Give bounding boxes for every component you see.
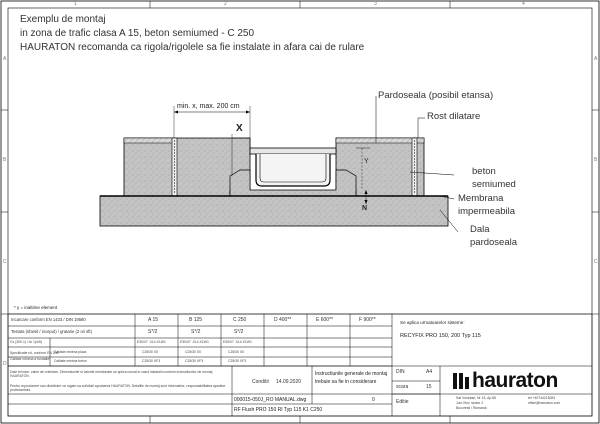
din-value: A4 <box>426 369 433 375</box>
row3-c: C25/30 X0 <box>228 350 245 354</box>
label-dala: Dala <box>470 224 490 235</box>
company-name: hauraton <box>472 369 558 392</box>
row-label-2: Cs (300-1) / Ar 1(m5) <box>10 340 42 344</box>
label-n: N <box>362 205 368 212</box>
label-semiumed: semiumed <box>472 179 516 190</box>
scale-label: scara <box>396 384 409 390</box>
label-rost-dilatare: Rost dilatare <box>427 111 481 122</box>
class-b125: B 125 <box>189 317 203 323</box>
frame-row-b-right: B <box>594 157 598 163</box>
subject: RF Flush PRO 150 RI Typ 115 K1 C250 <box>234 407 323 413</box>
frame-row-c: C <box>3 259 7 265</box>
frame-col-1: 1 <box>74 1 77 7</box>
class-f900: F 900** <box>359 317 376 323</box>
label-pardoseala: Pardoseala (posibil etansa) <box>378 90 494 101</box>
din-label: DIN <box>396 369 405 375</box>
paving-left <box>124 138 174 143</box>
row3-b: C25/30 X0 <box>185 350 202 354</box>
label-pardoseala-2: pardoseala <box>470 237 518 248</box>
drain-channel <box>256 154 330 186</box>
address-2: Jud. Ilfov, sector 2 <box>456 401 484 405</box>
row-label-3: Calitate minima placa <box>54 350 87 354</box>
date: 14.09.2020 <box>276 379 302 385</box>
class-d400: D 400** <box>274 317 292 323</box>
hauraton-logo <box>452 369 588 393</box>
frame-col-3: 3 <box>374 1 377 7</box>
phone: tel +40744215081 <box>528 396 556 400</box>
sheet-number: 0 <box>372 397 375 403</box>
row1-a: S*/2 <box>148 329 158 335</box>
note-mid: Pentru reproducere sau distribuire va rugam sa solicitati aprobarea HAURATON. Detaliile de montaj sunt informative, responsabilitatea apartine proiectantului. <box>10 384 226 393</box>
applies-to-title: Se aplica urmatoarelor sisteme: <box>400 320 465 325</box>
frame-row-a: A <box>3 56 7 62</box>
row1-b: S*/2 <box>191 329 201 335</box>
address-1: Sat Voluntari, Nr 15, Ap 85 <box>456 396 496 400</box>
title-line-3: HAURATON recomanda ca rigola/rigolele sa fie instalate in afara cai de rulare <box>20 42 365 53</box>
drawing-number: 000015-050J_RO MANUAL.dwg <box>234 397 307 403</box>
class-e600: E 600** <box>316 317 333 323</box>
frame-row-d: D <box>3 361 7 367</box>
frame-col-4: 4 <box>522 1 525 7</box>
frame-row-b: B <box>3 157 7 163</box>
row4-c: C25/30 XF3 <box>228 359 247 363</box>
row4-b: C25/30 XF3 <box>185 359 204 363</box>
label-membrana: Membrana <box>458 193 504 204</box>
title-line-1: Exemplu de montaj <box>20 14 106 25</box>
frame-row-c-right: C <box>594 259 598 265</box>
row3-a: C25/30 X0 <box>142 350 159 354</box>
note-left: Date tehnice: valori de orientare. Dimensiunile si valorile mentionate se aplica numai in cazul instalarii conform instructiunilor de montaj HAURATON. <box>10 370 213 379</box>
desc-line-2: trebuie sa fie in considerare <box>315 379 377 385</box>
base-slab <box>100 196 448 226</box>
title-line-2: in zona de trafic clasa A 15, beton semiumed - C 250 <box>20 28 255 39</box>
conditii-label: Conditii <box>252 379 269 385</box>
label-beton: beton <box>472 166 496 177</box>
scale-value: 15 <box>426 384 432 390</box>
drain-grating <box>250 148 336 154</box>
row2-a: E30/07 .X14.X1W1 <box>137 340 166 344</box>
paving-right <box>336 138 424 143</box>
row2-b: E30/07 .X14.X1W1 <box>180 340 209 344</box>
class-c250: C 250 <box>233 317 247 323</box>
frame-col-2: 2 <box>224 1 227 7</box>
row1-c: S*/2 <box>234 329 244 335</box>
label-x: X <box>236 123 243 134</box>
row-label-1: Testata (sfarsit / inceput) / gratarie (2 ori sft) <box>11 329 92 334</box>
side-label-1: Specificatie rol, conform EN 206 <box>10 351 59 355</box>
email: office@hauraton.com <box>528 401 561 405</box>
label-y: Y <box>364 158 369 165</box>
row-label-4: Calitate minima beton <box>54 359 87 363</box>
applies-to-product: RECYFIX PRO 150, 200 Typ 115 <box>400 333 481 339</box>
row2-c: E30/07 .X14.X1W1 <box>223 340 252 344</box>
footnote: * y = inaltime element <box>14 305 58 310</box>
table-header-label: Incarcare conform EN 1433 / DIN 19580 <box>11 317 86 322</box>
side-label-2: Calitate minima a fundatiei <box>10 357 50 361</box>
desc-line-1: Instructiunile generale de montaj <box>315 371 388 377</box>
row4-a: C25/30 XF3 <box>142 359 161 363</box>
label-dimension: min. x, max. 200 cm <box>177 103 240 110</box>
address-3: Bucuresti / Romania <box>456 406 487 410</box>
frame-row-a-right: A <box>594 56 598 62</box>
edition-label: Editie <box>396 399 409 405</box>
label-impermeabila: impermeabila <box>458 206 516 217</box>
class-a15: A 15 <box>148 317 159 323</box>
